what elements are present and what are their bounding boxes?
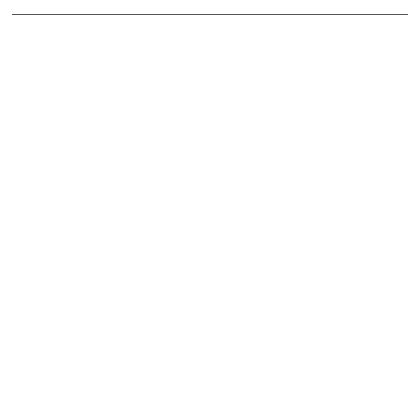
table-of-contents xyxy=(72,47,344,59)
running-header xyxy=(12,0,408,15)
